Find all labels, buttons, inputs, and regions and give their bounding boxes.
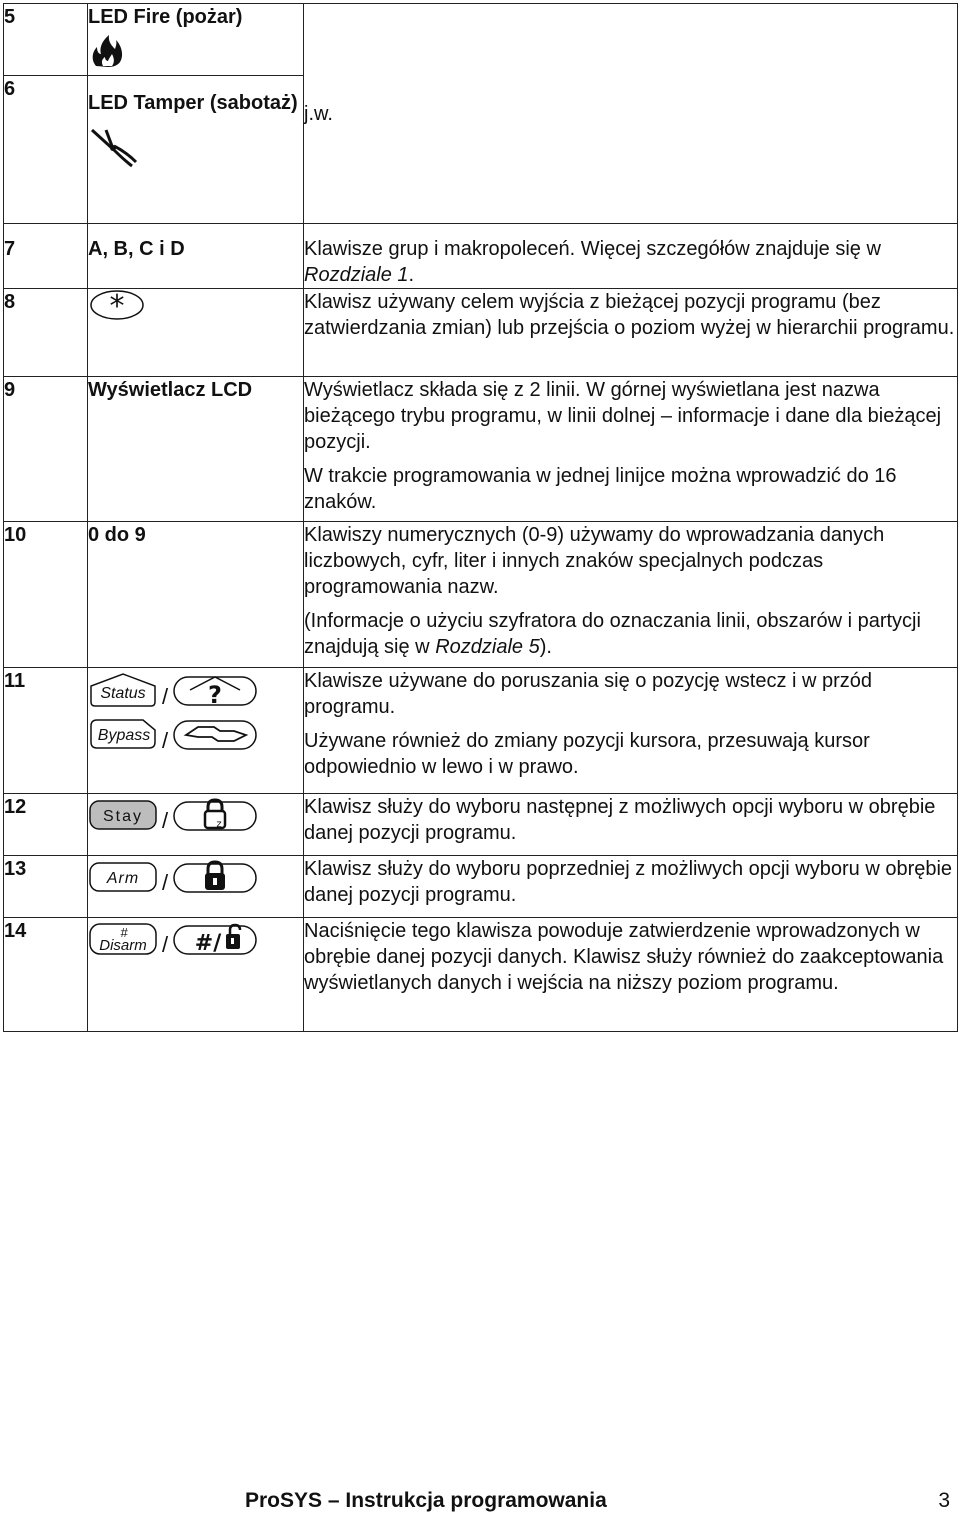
pliers-icon (88, 126, 140, 170)
disarm-key-icon (88, 922, 158, 956)
disarm-key-label: Disarm (99, 937, 147, 954)
row-number: 9 (4, 379, 16, 401)
table-row (4, 224, 958, 289)
hash-slash-label: #/ (194, 931, 222, 956)
forward-key-icon (172, 717, 258, 751)
arm-key-icon (88, 861, 158, 893)
table-row (4, 794, 958, 856)
row-number: 6 (4, 78, 16, 100)
description: (Informacje o użyciu szyfratora do oznaczania linii, obszarów i partycji znajdują się w Rozdziale 5). (304, 610, 921, 658)
table-row (4, 289, 958, 377)
row-number: 12 (4, 796, 27, 818)
row-number: 13 (4, 858, 27, 880)
disarm-key-hash: # (120, 925, 128, 940)
row-number: 8 (4, 291, 16, 313)
item-label: Wyświetlacz LCD (88, 379, 253, 401)
question-key-icon (172, 673, 258, 707)
status-key-icon (88, 672, 158, 708)
asterisk-key-icon (88, 289, 146, 321)
page-footer (0, 1489, 960, 1519)
document-title: ProSYS – Instrukcja programowania (245, 1489, 607, 1512)
description: Klawisz służy do wyboru poprzedniej z możliwych opcji wyboru w obrębie danej pozycji programu. (304, 858, 953, 906)
stay-key-icon (88, 799, 158, 831)
row-number: 5 (4, 6, 16, 28)
table-row (4, 4, 958, 76)
asterisk-key-label: * (109, 289, 125, 321)
svg-text:?: ? (208, 681, 223, 707)
key-separator: / (162, 728, 169, 753)
table-row (4, 856, 958, 918)
bypass-key-icon (88, 716, 158, 752)
description: Klawisze grup i makropoleceń. Więcej szczegółów znajduje się w Rozdziale 1. (304, 238, 881, 286)
lock-key-icon (172, 860, 258, 894)
table-row (4, 522, 958, 668)
key-separator: / (162, 808, 169, 833)
chapter-reference: Rozdziale 1 (304, 264, 409, 286)
svg-text:z: z (216, 819, 222, 830)
fire-icon (88, 32, 128, 68)
item-label: A, B, C i D (88, 238, 185, 260)
stay-lock-key-icon (172, 798, 258, 832)
item-label: LED Tamper (sabotaż) (88, 92, 298, 114)
hash-unlock-key-icon (172, 922, 258, 956)
description: Klawiszy numerycznych (0-9) używamy do wprowadzania danych liczbowych, cyfr, liter i innych znaków specjalnych podczas programowania nazw. (304, 524, 885, 598)
key-separator: / (162, 870, 169, 895)
item-label: 0 do 9 (88, 524, 146, 546)
row-number: 7 (4, 238, 16, 260)
keypad-table (3, 3, 958, 1032)
key-separator: / (162, 684, 169, 709)
chapter-reference: Rozdziale 5 (435, 636, 540, 658)
description: Naciśnięcie tego klawisza powoduje zatwierdzenie wprowadzonych w obrębie danej pozycji danych. Klawisz służy również do zaakceptowania wyświetlanych danych i wejścia na niższy poziom programu. (304, 920, 944, 994)
status-key-label: Status (100, 685, 146, 702)
key-separator: / (162, 932, 169, 957)
row-number: 10 (4, 524, 27, 546)
page-number: 3 (938, 1489, 950, 1512)
stay-key-label: Stay (102, 808, 144, 825)
description: Używane również do zmiany pozycji kursora, przesuwają kursor odpowiednio w lewo i w prawo. (304, 730, 870, 778)
row-number: 14 (4, 920, 27, 942)
shared-description: j.w. (304, 102, 333, 125)
description: Klawisz służy do wyboru następnej z możliwych opcji wyboru w obrębie danej pozycji programu. (304, 796, 936, 844)
description: Wyświetlacz składa się z 2 linii. W górnej wyświetlana jest nazwa bieżącego trybu programu, w linii dolnej – informacje i dane dla bieżącej pozycji. (304, 379, 942, 453)
table-row (4, 918, 958, 1032)
description: Klawisz używany celem wyjścia z bieżącej pozycji programu (bez zatwierdzania zmian) lub przejścia o poziom wyżej w hierarchii programu. (304, 291, 955, 339)
arm-key-label: Arm (106, 870, 140, 887)
description: W trakcie programowania w jednej linijce można wprowadzić do 16 znaków. (304, 465, 897, 513)
row-number: 11 (4, 670, 26, 692)
bypass-key-label: Bypass (97, 727, 151, 744)
table-row (4, 668, 958, 794)
table-row (4, 377, 958, 522)
description: Klawisze używane do poruszania się o pozycję wstecz i w przód programu. (304, 670, 873, 718)
item-label: LED Fire (pożar) (88, 6, 243, 28)
